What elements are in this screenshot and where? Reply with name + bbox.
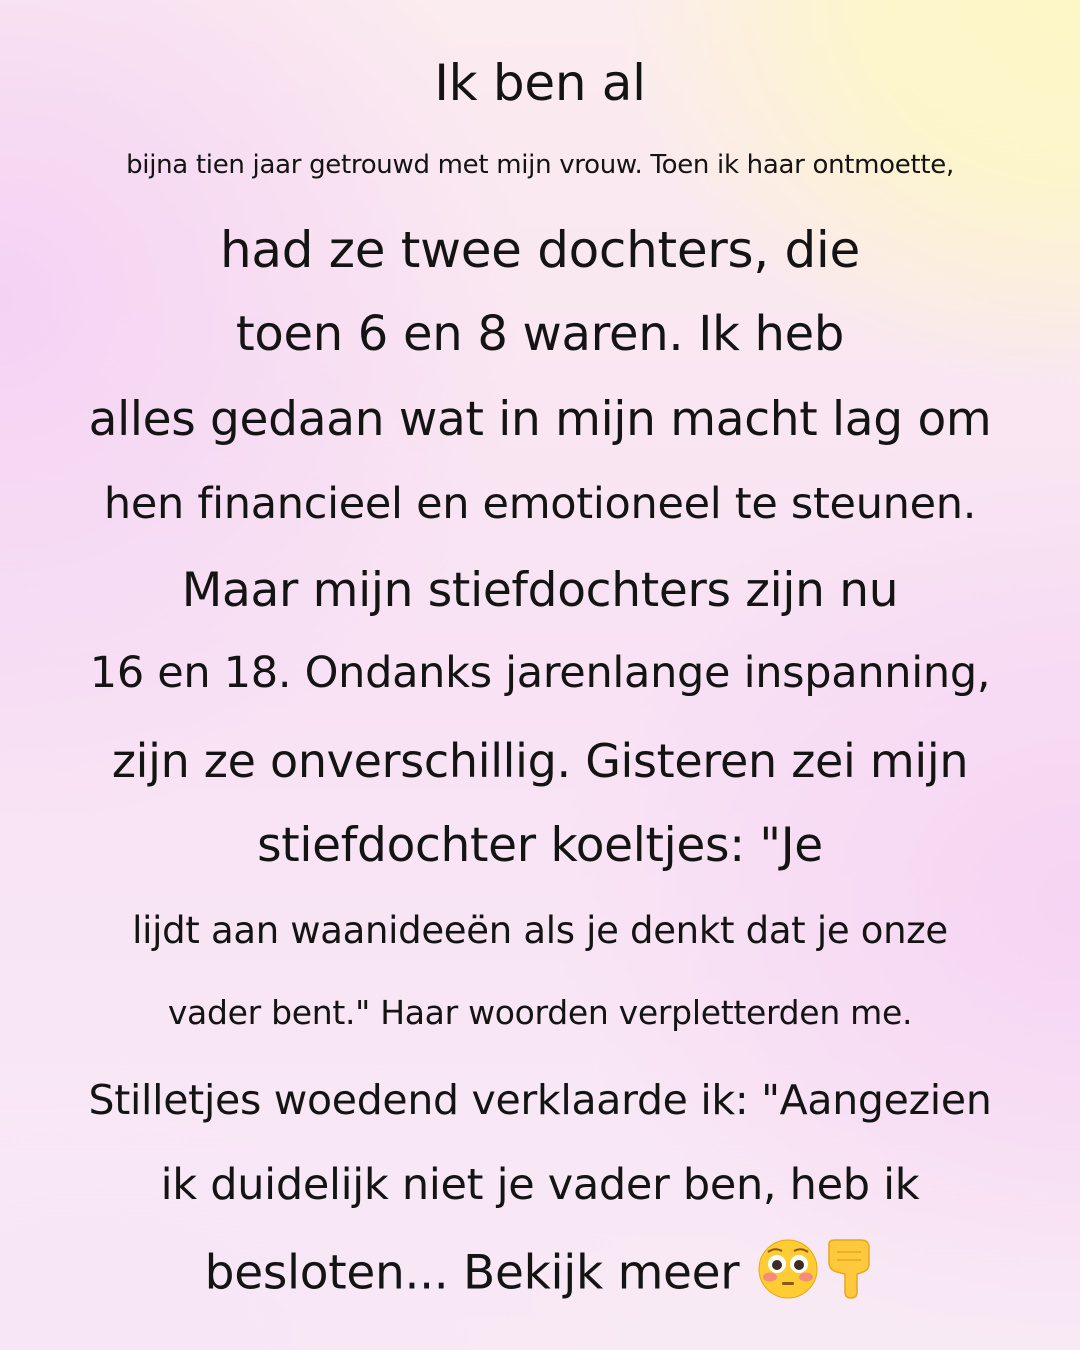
story-line-1: Ik ben al [434,54,646,112]
story-line-13: Stilletjes woedend verklaarde ik: "Aangezien [88,1076,992,1124]
story-line-3: had ze twee dochters, die [220,221,860,279]
story-line-10: stiefdochter koeltjes: "Je [257,818,823,873]
story-line-6: hen financieel en emotioneel te steunen. [103,479,977,529]
story-line-15: besloten... Bekijk meer [204,1245,740,1301]
story-line-4: toen 6 en 8 waren. Ik heb [235,306,845,362]
story-line-15-row [40,1238,1040,1308]
story-line-2: bijna tien jaar getrouwd met mijn vrouw. Toen ik haar ontmoette, [126,150,954,180]
story-line-11: lijdt aan waanideeën als je denkt dat je onze [132,909,948,952]
story-line-8: 16 en 18. Ondanks jarenlange inspanning, [89,648,991,698]
story-line-9: zijn ze onverschillig. Gisteren zei mijn [111,734,969,788]
story-line-7: Maar mijn stiefdochters zijn nu [181,563,899,618]
story-line-14: ik duidelijk niet je vader ben, heb ik [160,1160,920,1210]
backhand-index-pointing-down-emoji [821,1238,875,1308]
story-line-12: vader bent." Haar woorden verpletterden me. [167,993,913,1032]
story-line-5: alles gedaan wat in mijn macht lag om [88,392,992,447]
flushed-face-emoji [757,1238,819,1308]
